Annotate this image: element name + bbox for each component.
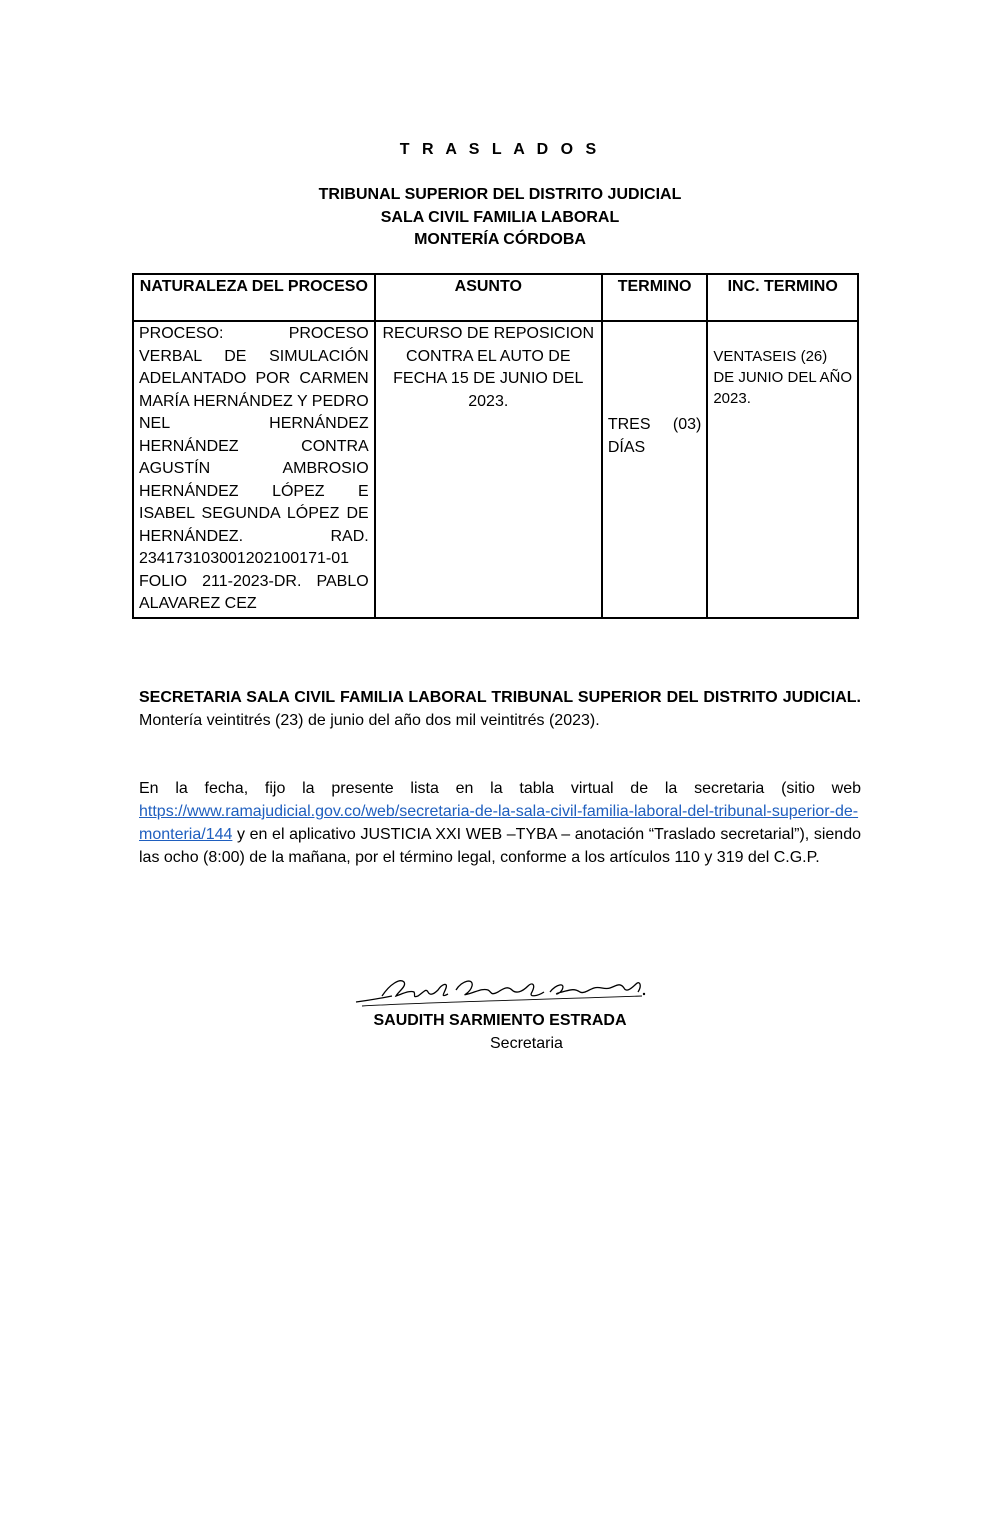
court-chamber: SALA CIVIL FAMILIA LABORAL (380, 208, 620, 226)
fijacion-paragraph (139, 777, 861, 869)
column-header-naturaleza: NATURALEZA DEL PROCESO (133, 274, 375, 321)
court-name: TRIBUNAL SUPERIOR DEL DISTRITO JUDICIAL (318, 186, 682, 203)
column-header-asunto: ASUNTO (375, 274, 602, 321)
table-header-row (133, 274, 858, 321)
signer-role: Secretaria (490, 1035, 563, 1052)
document-title: T R A S L A D O S (399, 141, 601, 158)
cell-asunto: RECURSO DE REPOSICION CONTRA EL AUTO DE FECHA 15 DE JUNIO DEL 2023. (375, 321, 602, 618)
secretaria-paragraph (139, 686, 861, 732)
fijacion-text-after: y en el aplicativo JUSTICIA XXI WEB –TYBA – anotación “Traslado secretarial”), siendo las ocho (8:00) de la mañana, por el término legal, conforme a los artículos 110 y 319 del C.G.P. (139, 826, 861, 866)
cell-termino: TRES (03) DÍAS (602, 321, 708, 618)
signer-name: SAUDITH SARMIENTO ESTRADA (373, 1012, 627, 1029)
column-header-termino: TERMINO (602, 274, 708, 321)
secretaria-web-link[interactable]: https://www.ramajudicial.gov.co/web/secretaria-de-la-sala-civil-familia-laboral-del-tribunal-superior-de-monteria/144 (139, 803, 859, 843)
traslados-table (132, 273, 859, 619)
cell-naturaleza: PROCESO: PROCESO VERBAL DE SIMULACIÓN ADELANTADO POR CARMEN MARÍA HERNÁNDEZ Y PEDRO NEL HERNÁNDEZ HERNÁNDEZ CONTRA AGUSTÍN AMBROSIO HERNÁNDEZ LÓPEZ E ISABEL SEGUNDA LÓPEZ DE HERNÁNDEZ. RAD. 23417310300120210017​1-01 FOLIO 211-2023-DR. PABLO ALAVAREZ CEZ (133, 321, 375, 618)
table-row (133, 321, 858, 618)
cell-inc-termino: VENTASEIS (26) DE JUNIO DEL AÑO 2023. (707, 321, 858, 618)
secretaria-date-text: Montería veintitrés (23) de junio del año dos mil veintitrés (2023). (139, 712, 600, 729)
court-location: MONTERÍA CÓRDOBA (414, 231, 586, 248)
fijacion-text-before: En la fecha, fijo la presente lista en la tabla virtual de la secretaria (sitio web (139, 780, 861, 797)
column-header-inc-termino: INC. TERMINO (707, 274, 858, 321)
court-heading (0, 184, 1000, 252)
handwritten-signature (352, 972, 652, 1012)
secretaria-bold-text: SECRETARIA SALA CIVIL FAMILIA LABORAL TRIBUNAL SUPERIOR DEL DISTRITO JUDICIAL. (139, 689, 861, 706)
